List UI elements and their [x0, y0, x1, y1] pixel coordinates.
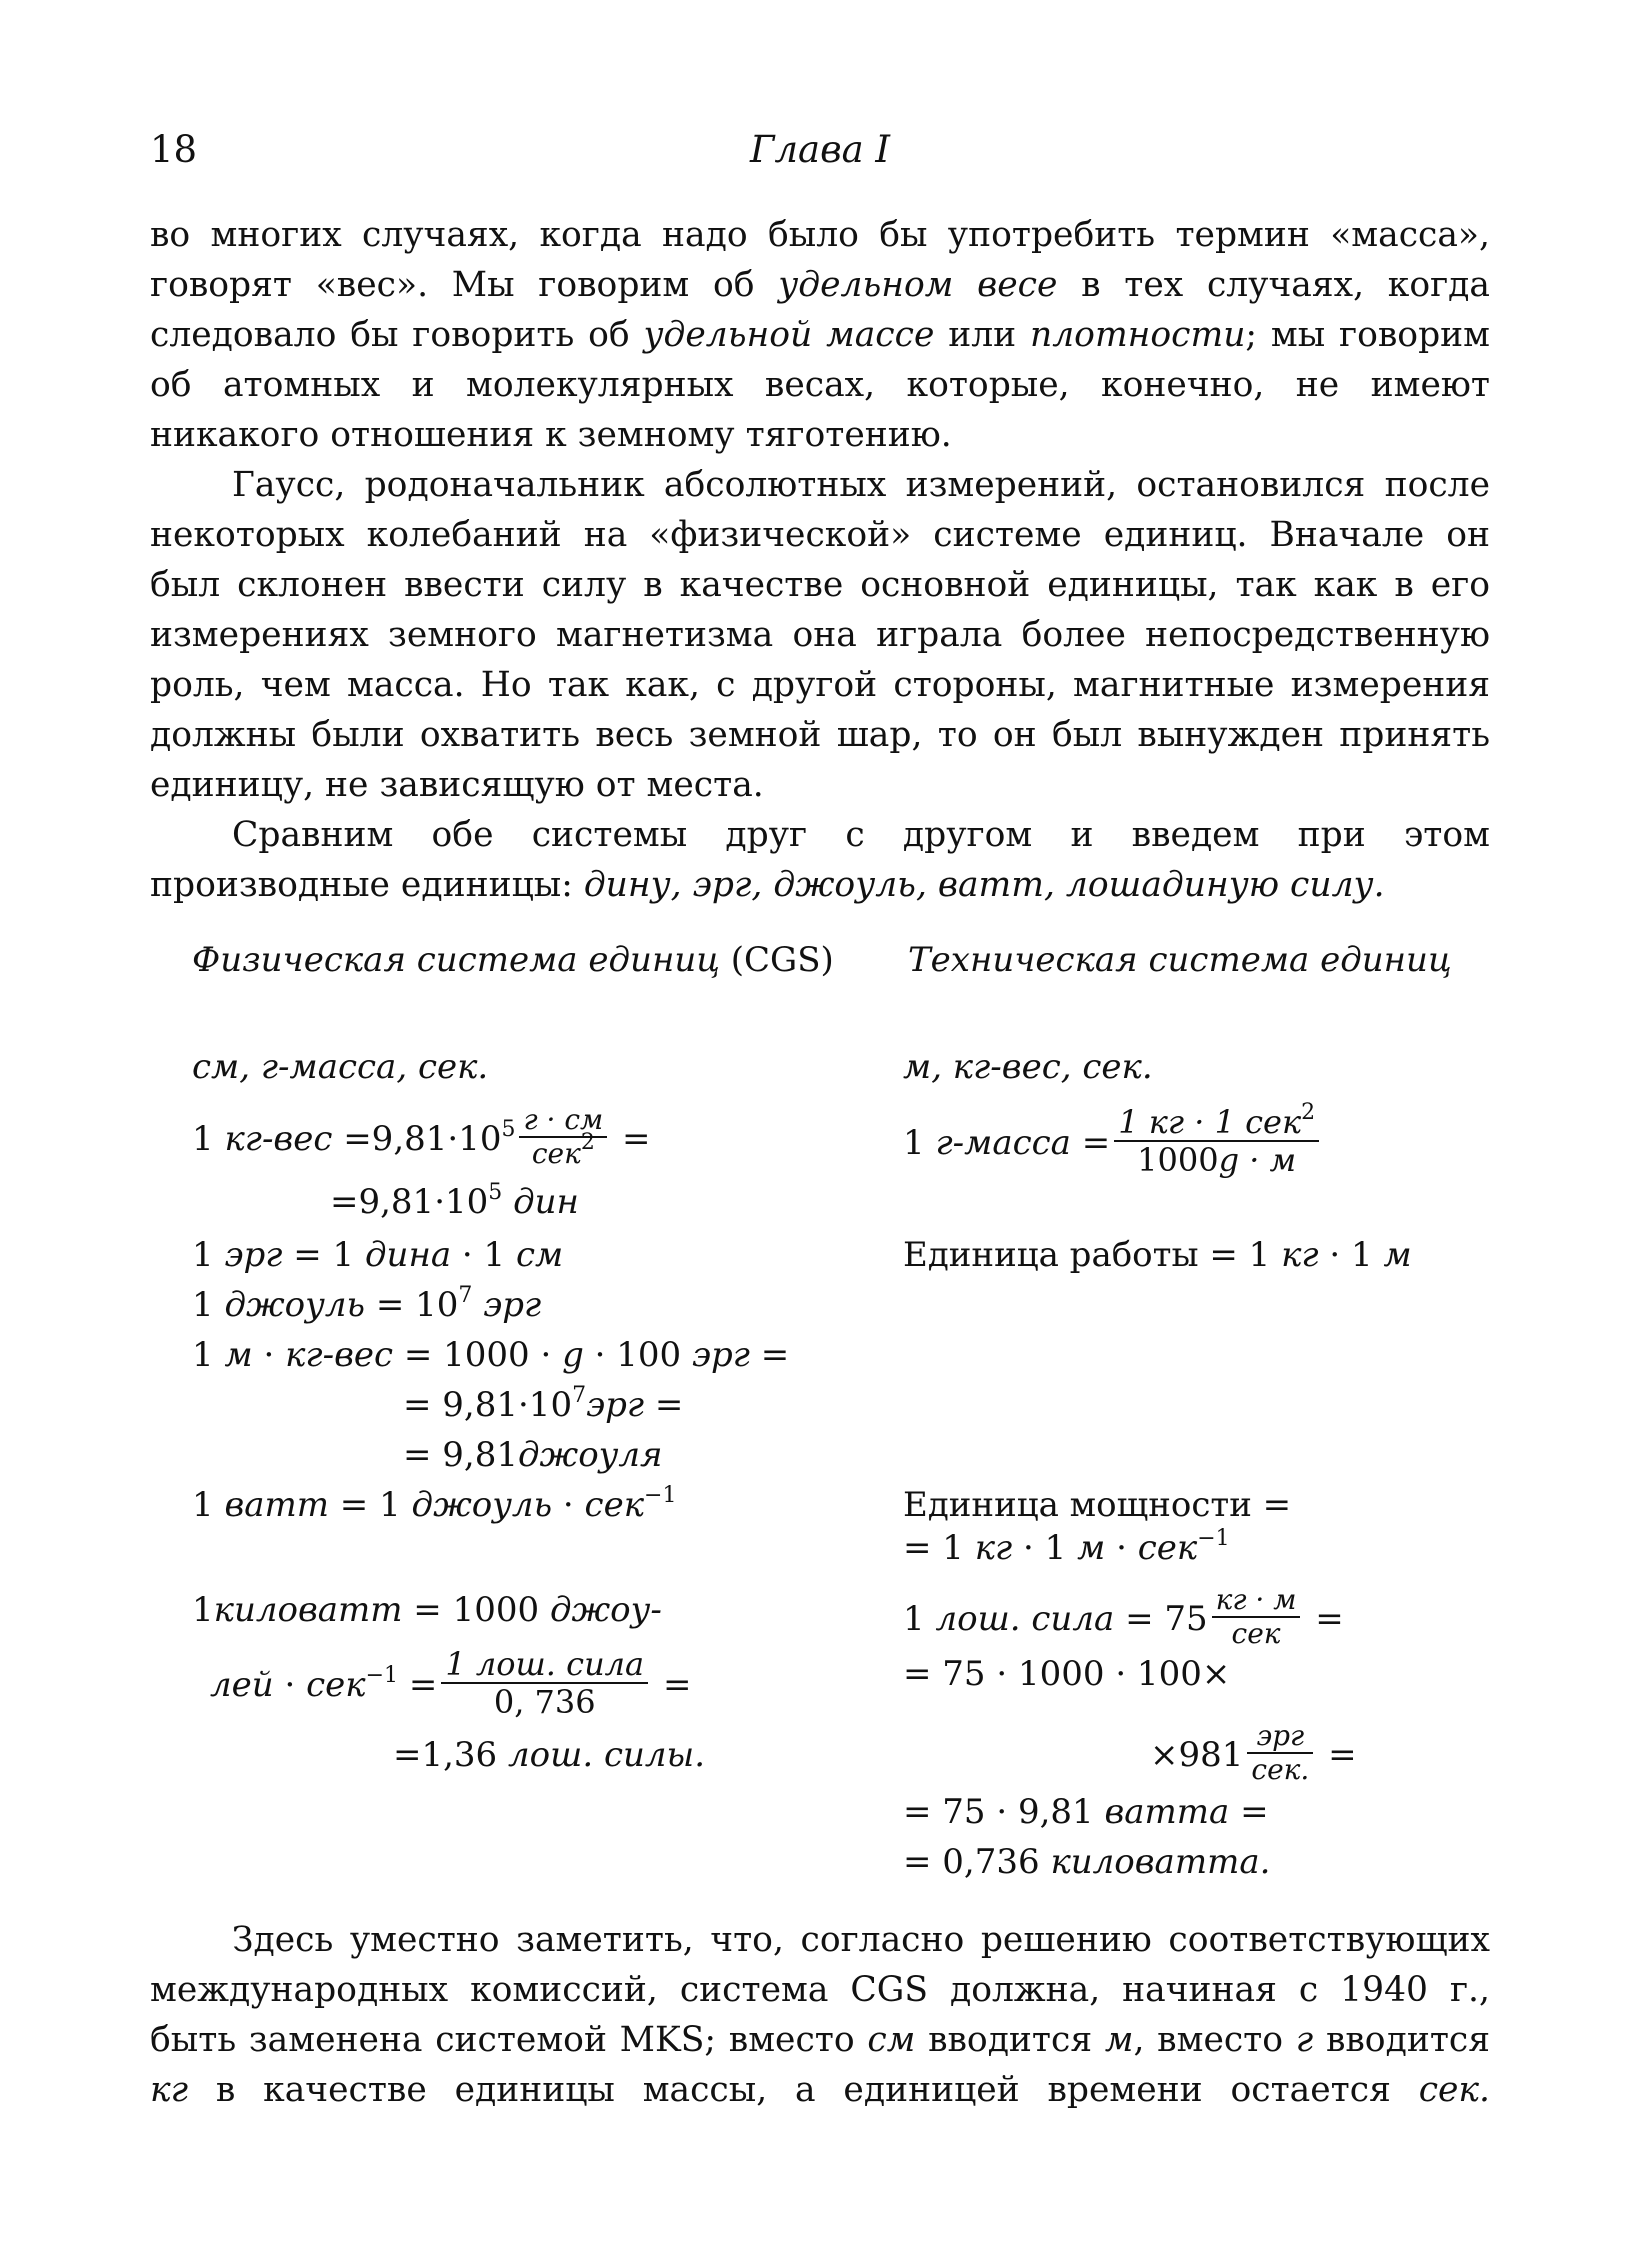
formula-work-unit: Единица работы = 1 кг · 1 м: [903, 1235, 1412, 1275]
formula-meter-kg-3: = 9,81джоуля: [403, 1435, 663, 1475]
formula-kilowatt-2: лей · сек$^{-1}$ = $\frac{\text{1 лош. сила}}{0, 736}$ =: [210, 1645, 692, 1721]
formula-kilowatt-3: =1,36 лош. силы.: [393, 1735, 706, 1775]
page-header: [150, 128, 1490, 188]
right-column-heading: Техническая система единиц: [908, 940, 1452, 980]
chapter-title: Глава I: [749, 128, 891, 171]
left-column-heading: Физическая система единиц (CGS): [192, 940, 834, 980]
formula-power-unit-2: = 1 кг · 1 м · сек$^{-1}$: [903, 1526, 1230, 1568]
formula-kg-weight-dyn: $=9,81\cdot 10^5$ дин: [330, 1180, 579, 1222]
formula-watt: 1 ватт = 1 джоуль · сек$^{-1}$: [192, 1483, 677, 1525]
formula-horsepower-3: ×981 $\frac{\text{эрг}}{\text{сек.}}$ =: [1150, 1719, 1357, 1786]
formula-joule: 1 джоуль = $10^7$ эрг: [192, 1283, 542, 1325]
formula-power-unit: Единица мощности =: [903, 1485, 1292, 1525]
formula-meter-kg: 1 м · кг-вес = 1000 · g · 100 эрг =: [192, 1335, 790, 1375]
formula-horsepower-4: = 75 · 9,81 ватта =: [903, 1792, 1269, 1832]
formula-kg-weight: 1 $кг-вес =9,81\cdot 10^5$ $\frac{г \cdot см}{сек^2}$ =: [192, 1103, 651, 1170]
paragraph-1: во многих случаях, когда надо было бы употребить термин «масса», говорят «вес». Мы говорим об удельном весе в тех случаях, когда следовало бы говорить об удельной массе или плотности; мы говорим об атомных и молекулярных весах, которые, конечно, не имеют никакого отношения к земному тяготению.: [150, 215, 1490, 455]
right-units: м, кг-вес, сек.: [903, 1047, 1153, 1087]
formula-horsepower: 1 лош. сила = 75 $\frac{кг \cdot м}{\text{сек}}$ =: [903, 1583, 1344, 1650]
paragraph-4: Здесь уместно заметить, что, согласно решению соответствующих международных комиссий, система CGS должна, начиная с 1940 г., быть заменена системой MKS; вместо см вводится м, вместо г вводится кг в качестве единицы массы, а единицей времени остается сек.: [150, 1920, 1490, 2110]
paragraph-2: Гаусс, родоначальник абсолютных измерений, остановился после некоторых колебаний на «физической» системе единиц. Вначале он был склонен ввести силу в качестве основной единицы, так как в его измерениях земного магнетизма она играла более непосредственную роль, чем масса. Но так как, с другой стороны, магнитные измерения должны были охватить весь земной шар, то он был вынужден принять единицу, не зависящую от места.: [150, 465, 1490, 805]
paragraph-3: Сравним обе системы друг с другом и введем при этом производные единицы: дину, эрг, джоуль, ватт, лошадиную силу.: [150, 815, 1490, 905]
formula-erg: 1 эрг = 1 дина · 1 см: [192, 1235, 564, 1275]
formula-g-mass: 1 г-масса = $\frac{1 кг \cdot 1 сек^2}{1000g \cdot м}$: [903, 1108, 1323, 1182]
formula-horsepower-2: = 75 · 1000 · 100×: [903, 1654, 1231, 1694]
formula-meter-kg-2: = $9,81\cdot 10^7эрг$ =: [403, 1383, 684, 1425]
formula-kilowatt: 1киловатт = 1000 джоу-: [192, 1590, 662, 1630]
page-number: 18: [150, 128, 198, 171]
left-units: см, г-масса, сек.: [192, 1047, 489, 1087]
formula-horsepower-5: = 0,736 киловатта.: [903, 1842, 1271, 1882]
